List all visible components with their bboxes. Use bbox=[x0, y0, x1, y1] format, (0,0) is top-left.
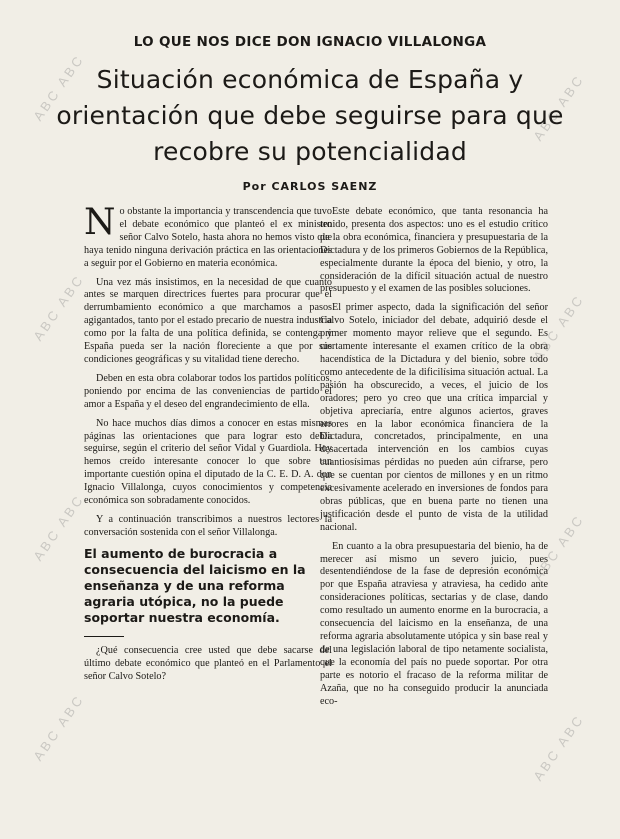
watermark: ABC ABC bbox=[30, 491, 88, 564]
article-byline: Por CARLOS SAENZ bbox=[242, 180, 378, 193]
paragraph-text: o obstante la importancia y transcendencia que tuvo el debate económico que planteó el ex ministro señor Calvo Sotelo, hasta ahora no hemos visto que haya tenido ninguna derivación práctica en las orientaciones a seguir por el Gobierno en materia económica. bbox=[84, 206, 332, 269]
interview-question: ¿Qué consecuencia cree usted que debe sacarse del último debate económico que planteó en el Parlamento el señor Calvo Sotelo? bbox=[84, 644, 332, 682]
watermark: ABC ABC bbox=[530, 711, 588, 784]
article-headline: Situación económica de España y orientación que debe seguirse para que recobre su potencialidad bbox=[56, 65, 564, 166]
watermark: ABC ABC bbox=[30, 691, 88, 764]
section-subhead: El aumento de burocracia a consecuencia del laicismo en la enseñanza y de una reforma agraria utópica, no la puede soportar nuestra economía. bbox=[84, 545, 306, 625]
article-paragraph: Y a continuación transcribimos a nuestros lectores la conversación sostenida con el señor Villalonga. bbox=[84, 513, 332, 538]
article-paragraph bbox=[84, 202, 332, 271]
watermark: ABC ABC bbox=[530, 511, 588, 584]
article-paragraph: Este debate económico, que tanta resonancia ha tenido, presenta dos aspectos: uno es el estudio crítico de la obra económica, financiera y presupuestaria de la Dictadura y de los primeros Gobiernos de la República, especialmente durante la época del bienio, y otro, la consideración de la difícil situación actual de nuestro presupuesto y el examen de las posibles soluciones. bbox=[320, 206, 548, 295]
article-paragraph: En cuanto a la obra presupuestaria del bienio, ha de merecer así mismo un severo juicio, pues desentendiéndose de la fase de depresión económica por que España atraviesa y atraviesa, ha cedido ante consideraciones políticas, sectarias y de clase, dando como resultado un aumento enorme en la burocracia, a consecuencia del laicismo en la enseñanza, de una reforma agraria absolutamente utópica y sin base real y de una legislación laboral de tipo netamente socialista, que la economía del país no puede soportar. Por otra parte es notorio el fracaso de la reforma militar de Azaña, que no ha conseguido producir la anunciada eco- bbox=[320, 540, 548, 707]
article-paragraph: Deben en esta obra colaborar todos los partidos políticos, poniendo por encima de las conveniencias de partido el amor a España y el deseo del engrandecimiento de ella. bbox=[84, 372, 332, 410]
right-column bbox=[320, 206, 548, 714]
divider bbox=[84, 636, 124, 637]
article-kicker: LO QUE NOS DICE DON IGNACIO VILLALONGA bbox=[133, 34, 487, 50]
watermark: ABC ABC bbox=[530, 291, 588, 364]
article-paragraph: No hace muchos días dimos a conocer en estas mismas páginas las orientaciones que para lograr esto debía seguirse, según el criterio del señor Vidal y Guardiola. Hoy hemos creído interesante conocer lo que sobre tan importante cuestión opina el diputado de la C. E. D. A. don Ignacio Villalonga, cuyos conocimientos y competencia económica son sobradamente conocidos. bbox=[84, 417, 332, 507]
watermark: ABC ABC bbox=[30, 51, 88, 124]
watermark: ABC ABC bbox=[30, 271, 88, 344]
drop-cap: N bbox=[84, 202, 116, 243]
left-column bbox=[84, 202, 332, 689]
article-paragraph: Una vez más insistimos, en la necesidad de que cuanto antes se marquen directrices fuertes para procurar que el derrumbamiento económico a que marchamos a pasos agigantados, tanto por el estado precario de nuestra industria como por la falta de una política definida, se contenga y España pueda ser la nación floreciente a que por sus condiciones geográficas y su vitalidad tiene derecho. bbox=[84, 276, 332, 365]
watermark: ABC ABC bbox=[530, 71, 588, 144]
article-paragraph: El primer aspecto, dada la significación del señor Calvo Sotelo, iniciador del debate, adquirió desde el primer momento mayor relieve que el segundo. Es ciertamente interesante el examen crítico de la obra hacendística de la Dictadura y del bienio, sobre todo como antecedente de la dificilísima situación actual. La pasión ha obscurecido, a veces, el juicio de los oradores; pero yo creo que una crítica imparcial y objetiva apreciaría, entre algunos aciertos, graves errores en la labor económica financiera de la Dictadura, concretados, principalmente, en una desacertada intervención en los cambios cuyas cuantiosísimas pérdidas no pueden aún cifrarse, pero que se cuentan por cientos de millones y en un ritmo excesivamente acelerado en inversiones de fondos para obras públicas, que en buena parte no tienen una justificación desde el punto de vista de la utilidad nacional. bbox=[320, 302, 548, 533]
